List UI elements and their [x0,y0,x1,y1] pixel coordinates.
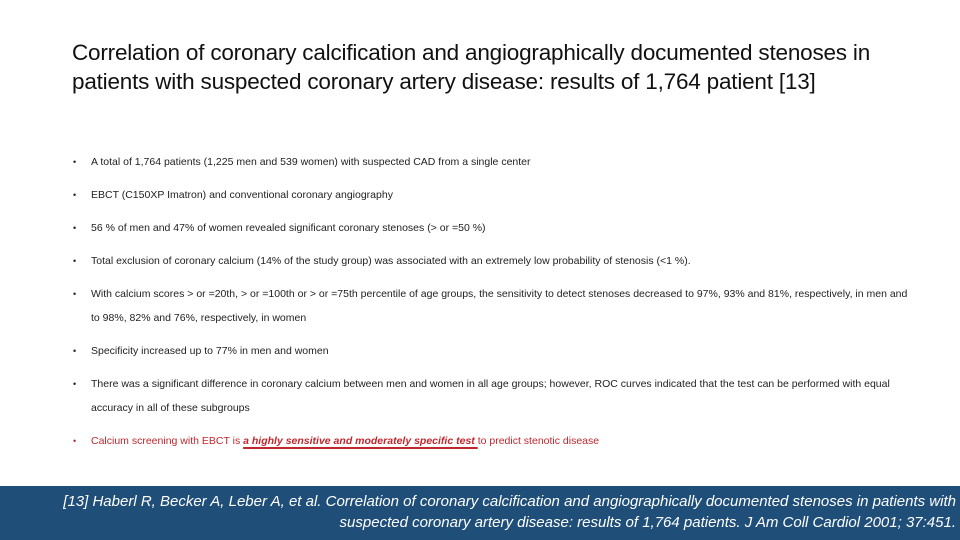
bullet-text: Specificity increased up to 77% in men and women [91,345,329,357]
bullet-marker: • [73,379,77,389]
highlight-text-after: to predict stenotic disease [477,435,600,447]
bullet-marker: • [73,223,77,233]
bullet-item [72,150,912,174]
citation-text: [13] Haberl R, Becker A, Leber A, et al. Correlation of coronary calcification and angiographically documented stenoses in patients with suspected coronary artery disease: results of 1,764 patients. J Am Coll Cardiol 2001; 37:451. [63,493,956,531]
bullet-text: EBCT (C150XP Imatron) and conventional coronary angiography [91,189,393,201]
bullet-list [72,150,912,462]
highlight-emphasis: a highly sensitive and moderately specific test [243,435,478,447]
bullet-item [72,183,912,207]
bullet-text: A total of 1,764 patients (1,225 men and 539 women) with suspected CAD from a single center [91,156,531,168]
bullet-marker: • [73,436,77,446]
slide-title: Correlation of coronary calcification and angiographically documented stenoses in patients with suspected coronary artery disease: results of 1,764 patient [13] [72,40,871,94]
bullet-text: There was a significant difference in coronary calcium between men and women in all age groups; however, ROC curves indicated that the test can be performed with equal accuracy in all of these subgroups [91,378,890,414]
bullet-text: With calcium scores > or =20th, > or =100th or > or =75th percentile of age groups, the sensitivity to detect stenoses decreased to 97%, 93% and 81%, respectively, in men and to 98%, 82% and 76%, respectively, in women [91,288,908,324]
bullet-marker: • [73,256,77,266]
bullet-item [72,216,912,240]
highlight-bullet-item [72,429,912,453]
bullet-text: 56 % of men and 47% of women revealed significant coronary stenoses (> or =50 %) [91,222,486,234]
bullet-item [72,339,912,363]
bullet-item [72,282,912,330]
bullet-marker: • [73,346,77,356]
bullet-text: Total exclusion of coronary calcium (14% of the study group) was associated with an extremely low probability of stenosis (<1 %). [91,255,691,267]
highlight-text-before: Calcium screening with EBCT is [91,435,244,447]
bullet-item [72,249,912,273]
citation-footer [0,486,960,540]
bullet-item [72,372,912,420]
bullet-marker: • [73,289,77,299]
bullet-marker: • [73,190,77,200]
bullet-marker: • [73,157,77,167]
